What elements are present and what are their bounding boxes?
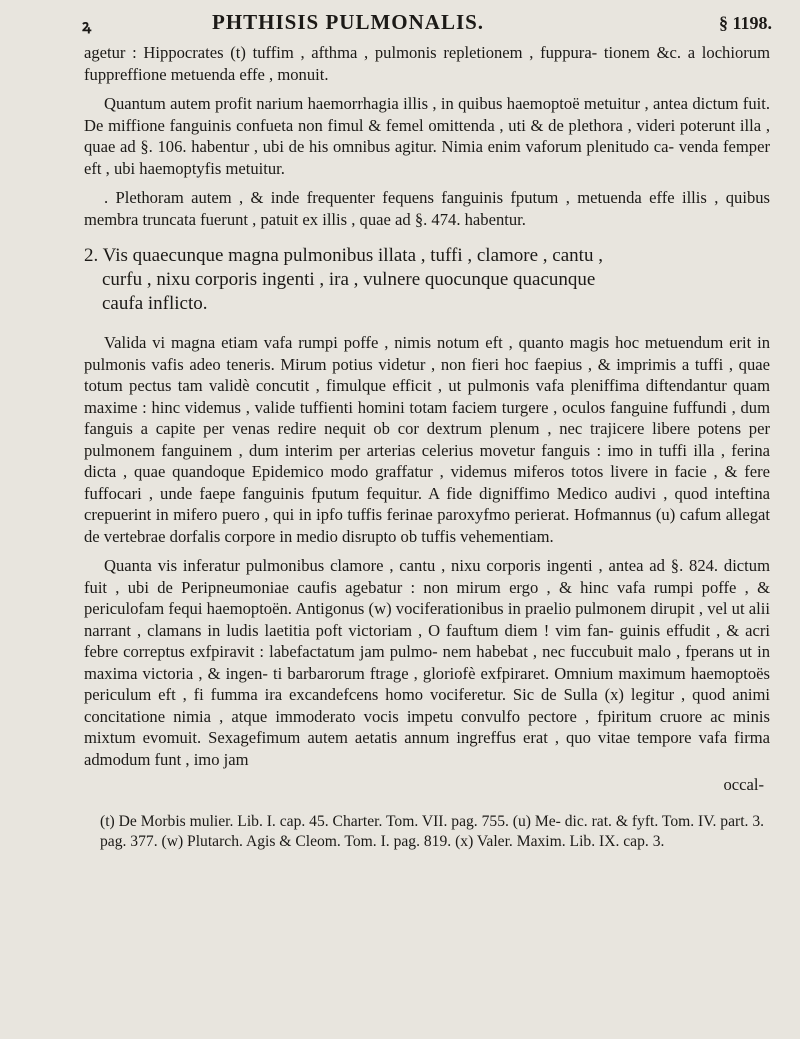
footnote: (t) De Morbis mulier. Lib. I. cap. 45. Charter. Tom. VII. pag. 755. (u) Me- dic. rat. & fyft. Tom. IV. part. 3. pag. 377. (w) Plutarch. Agis & Cleom. Tom. I. pag. 819. (x) Valer. Maxim. Lib. IX. cap. 3. (100, 812, 765, 850)
page-header (82, 10, 772, 38)
section-number: § 1198. (718, 13, 772, 33)
paragraph: agetur : Hippocrates (t) tuffim , afthma , pulmonis repletionem , fuppura- tionem &c. a lochiorum fuppreffione metuenda effe , monuit. (84, 43, 770, 84)
aphorism-line: curfu , nixu corporis ingenti , ira , vulnere quocunque quacunque (102, 269, 596, 290)
body-text (84, 42, 770, 852)
page-number: ꝝ (82, 18, 92, 35)
catchword: occal- (723, 775, 764, 794)
aphorism-item (84, 244, 770, 316)
paragraph: Quantum autem profit narium haemorrhagia illis , in quibus haemoptoë metuitur , antea dictum fuit. De miffione fanguinis confueta non fimul & femel omittenda , uti & de plethora , videri poterunt illa , quae ad §. 106. habentur , ubi de his omnibus agitur. Nimia enim vaforum plenitudo ca- venda femper eft , ubi haemoptyfis metuitur. (84, 94, 770, 178)
paragraph: Valida vi magna etiam vafa rumpi poffe , nimis notum eft , quanto magis hoc metuendum erit in pulmonis vafis adeo teneris. Mirum potius videtur , non fieri hoc faepius , & imprimis a tuffi , quae totum pectus tam validè concutit , fimulque efficit , ut pulmonis vafa pleniffima diftendantur quam maxime : hinc videmus , valide tuffienti homini totam faciem turgere , oculos fanguine fuffundi , dum fanguis a capite per venas redire nequit ob cor dextrum plenum , nec trajicere libere potens per pulmonem fanguinem , dum interim per arterias celerius movetur fanguis : imo in tuffi illa , ferina dicta , quae quandoque Epidemico modo graffatur , videmus miferos totos livere in facie , & fere fuffocari , unde faepe fanguinis fputum fequitur. A fide digniffimo Medico audivi , quod inteftina crepuerint in mifero puero , qui in ipfo tuffis ferinae paroxyfmo perierat. Hofmannus (u) cafum allegat de vertebrae dorfalis corpore in medio disrupto ob tuffis vehementiam. (84, 333, 770, 546)
running-title: PHTHISIS PULMONALIS. (212, 10, 485, 34)
footnotes (84, 812, 770, 852)
paragraph: . Plethoram autem , & inde frequenter fequens fanguinis fputum , metuenda effe illis , quibus membra truncata fuerunt , patuit ex illis , quae ad §. 474. habentur. (84, 188, 770, 229)
aphorism-line: 2. Vis quaecunque magna pulmonibus illata , tuffi , clamore , cantu , (84, 245, 603, 266)
paragraph: Quanta vis inferatur pulmonibus clamore , cantu , nixu corporis ingenti , antea ad §. 824. dictum fuit , ubi de Peripneumoniae caufis agebatur : non mirum ergo , & hinc vafa rumpi poffe , & periculofam fequi haemoptoën. Antigonus (w) vociferationibus in praelio pulmonem dirupit , vel ut alii narrant , clamans in ludis laetitia poft victoriam , O fauftum diem ! vim fan- guinis effudit , & acri febre correptus exfpiravit : labefactatum jam pulmo- nem habebat , nec fuccubuit malo , fperans ut in maxima victoria , & ingen- ti barbarorum ftrage , gloriofè exfpiraret. Omnium maximum haemoptoës periculum eft , fi fumma ira excandefcens homo vociferetur. Sic de Sulla (x) legitur , quod animi concitatione nimia , atque immoderato vocis impetu convulfo pectore , fpiritum cruore ac minis mixtum evomuit. Sexagefimum autem aetatis annum ingreffus erat , quo vitae tempore vafa firma admodum funt , imo jam (84, 556, 770, 769)
aphorism-line: caufa inflicto. (102, 293, 208, 314)
